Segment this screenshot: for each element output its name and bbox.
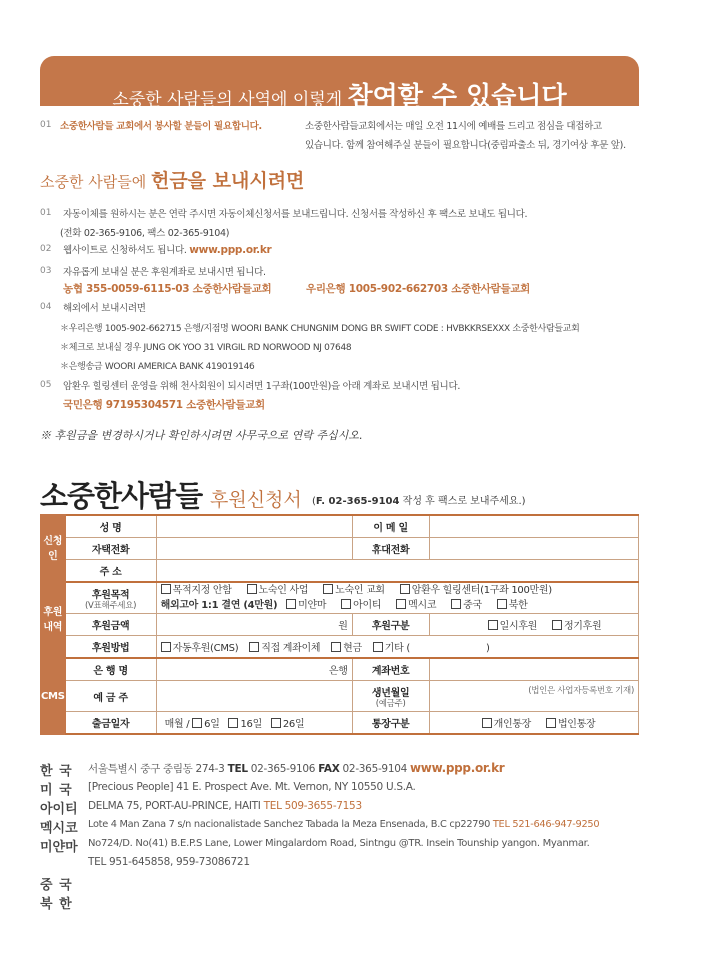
addr-korea-tel: 02-365-9106 (247, 763, 319, 775)
checkbox[interactable] (546, 718, 556, 728)
form-fax (312, 492, 526, 507)
opt-label: 일시후원 (499, 621, 538, 632)
type-options (429, 614, 638, 636)
opt-label: 현금 (343, 643, 362, 654)
step2-label: 웹사이트로 신청하셔도 됩니다. (63, 245, 190, 256)
purpose-orphan: 해외고아 1:1 결연 (4만원) (160, 600, 278, 611)
addr-usa: [Precious People] 41 E. Prospect Ave. Mt. Vernon, NY 10550 U.S.A. (88, 781, 416, 793)
opt-label: 아이티 (353, 600, 382, 611)
banner-title (40, 76, 639, 113)
addr-mexico-tel: TEL 521-646-947-9250 (492, 819, 600, 830)
opt-label: 노숙인 교회 (335, 585, 385, 596)
checkbox[interactable] (331, 642, 341, 652)
addr-mexico-text: Lote 4 Man Zana 7 s/n nacionalistade Sanchez Tabada la Meza Ensenada, B.C cp22790 (88, 819, 493, 830)
step1-sub: (전화 02-365-9106, 팩스 02-365-9104) (60, 228, 230, 239)
step2-num: 02 (40, 244, 52, 254)
checkbox[interactable] (286, 599, 296, 609)
opt-label: 미얀마 (298, 600, 327, 611)
label-withdraw: 출금일자 (65, 712, 156, 735)
input-amount[interactable]: 원 (156, 614, 352, 636)
opt-label: 16일 (240, 719, 262, 730)
step4-text: 해외에서 보내시려면 (63, 303, 146, 314)
opt-label: 노숙인 사업 (258, 585, 309, 596)
label-home-phone: 자택전화 (65, 538, 156, 560)
type-opt-once[interactable] (488, 621, 537, 632)
fax-number: F. 02-365-9104 (315, 496, 400, 507)
addr-korea-text: 서울특별시 중구 중림동 274-3 (88, 763, 228, 775)
opt-label: 6일 (204, 719, 220, 730)
step4-bullet1: ＊우리은행 1005-902-662715 은행/지점명 WOORI BANK CHUNGNIM DONG BR SWIFT CODE : HVBKKRSEXXX 소중한사람들교회 (60, 324, 580, 334)
top-banner (40, 56, 639, 112)
opt-label: 중국 (463, 600, 482, 611)
method-options (156, 636, 638, 659)
withdraw-options (156, 712, 352, 735)
opt-label: 정기후원 (563, 621, 602, 632)
checkbox[interactable] (249, 642, 259, 652)
checkbox[interactable] (161, 584, 171, 594)
step5-text: 암환우 힐링센터 운영을 위해 천사회원이 되시려면 1구좌(100만원)을 아래 계좌로 보내시면 됩니다. (63, 381, 461, 392)
purpose-opt-myanmar[interactable] (286, 600, 326, 611)
label-email: 이 메 일 (352, 515, 429, 538)
step3-num: 03 (40, 266, 52, 276)
checkbox[interactable] (161, 642, 171, 652)
addr-label-myanmar: 미얀마 (40, 840, 78, 855)
label-bank: 은 행 명 (65, 658, 156, 681)
label-name: 성 명 (65, 515, 156, 538)
input-bank[interactable]: 은행 (156, 658, 352, 681)
step3-acct1: 농협 355-0059-6115-03 소중한사람들교회 (63, 283, 272, 295)
banner-big: 참여할 수 있습니다 (347, 82, 567, 112)
acct-type-personal[interactable] (482, 719, 531, 730)
step2-text (63, 242, 271, 256)
opt-label: 암환우 힐링센터(1구좌 100만원) (411, 585, 552, 596)
input-account[interactable] (429, 658, 638, 681)
purpose-opt-4[interactable] (400, 585, 552, 596)
checkbox[interactable] (497, 599, 507, 609)
label-method: 후원방법 (65, 636, 156, 659)
section-applicant: 신청인 (41, 515, 66, 582)
section-cms: CMS (41, 658, 66, 734)
step5-acct: 국민은행 97195304571 소중한사람들교회 (63, 399, 265, 411)
step1-text: 자동이체를 원하시는 분은 연락 주시면 자동이체신청서를 보내드립니다. 신청서를 작성하신 후 팩스로 보내도 됩니다. (63, 209, 528, 220)
fax-suffix: 작성 후 팩스로 보내주세요.) (399, 496, 526, 507)
addr-korea-tel-label: TEL (227, 763, 248, 775)
serve-title: 소중한사람들 교회에서 봉사할 분들이 필요합니다. (60, 121, 262, 132)
section-support: 후원내역 (41, 582, 66, 658)
method-opt-cms[interactable] (161, 643, 239, 654)
checkbox[interactable] (552, 620, 562, 630)
label-holder: 예 금 주 (65, 681, 156, 712)
label-purpose (65, 582, 156, 614)
step5-num: 05 (40, 380, 52, 390)
label-account: 계좌번호 (352, 658, 429, 681)
opt-label: 기타 ( (384, 643, 410, 654)
purpose-row1 (161, 583, 634, 598)
application-form (40, 514, 639, 735)
withdraw-opt-16[interactable] (228, 719, 262, 730)
input-name[interactable] (156, 515, 352, 538)
acct-type-options (429, 712, 638, 735)
addr-label-nk: 북 한 (40, 897, 73, 912)
opt-label: 자동후원(CMS) (172, 643, 239, 654)
step2-url[interactable]: www.ppp.or.kr (189, 244, 272, 256)
input-birth[interactable]: (법인은 사업자등록번호 기재) (429, 681, 638, 712)
fax-prefix: ( (312, 496, 316, 507)
purpose-opt-2[interactable] (247, 585, 309, 596)
addr-korea-url[interactable]: www.ppp.or.kr (410, 761, 505, 775)
addr-korea-fax-label: FAX (318, 763, 340, 775)
method-opt-cash[interactable] (331, 643, 362, 654)
checkbox[interactable] (247, 584, 257, 594)
change-note: ※ 후원금을 변경하시거나 확인하시려면 사무국으로 연락 주십시오. (40, 429, 363, 442)
addr-haiti (88, 800, 362, 812)
opt-label: 북한 (508, 600, 528, 611)
withdraw-opt-6[interactable] (192, 719, 219, 730)
purpose-note: (V표해주세요) (85, 600, 137, 611)
step4-num: 04 (40, 302, 52, 312)
purpose-opt-mexico[interactable] (396, 600, 436, 611)
purpose-opt-haiti[interactable] (341, 600, 381, 611)
label-mobile: 휴대전화 (352, 538, 429, 560)
banner-small: 소중한 사람들의 사역에 이렇게 (112, 90, 348, 110)
serve-num: 01 (40, 120, 52, 130)
step1-num: 01 (40, 208, 52, 218)
addr-haiti-tel: TEL 509-3655-7153 (263, 800, 362, 812)
birth-note: (예금주) (375, 698, 406, 709)
purpose-opt-nk[interactable] (497, 600, 528, 611)
purpose-options (156, 582, 638, 614)
method-opt-other[interactable] (373, 643, 410, 654)
purpose-row2 (161, 598, 634, 613)
label-type: 후원구분 (352, 614, 429, 636)
opt-label: 개인통장 (493, 719, 532, 730)
step4-bullet3: ＊은행송금 WOORI AMERICA BANK 419019146 (60, 362, 255, 372)
serve-line2: 있습니다. 함께 참여해주실 분들이 필요합니다(중림파출소 뒤, 경기여상 후문 앞). (305, 140, 626, 151)
checkbox[interactable] (400, 584, 410, 594)
type-opt-regular[interactable] (552, 621, 601, 632)
label-acct-type: 통장구분 (352, 712, 429, 735)
checkbox[interactable] (451, 599, 461, 609)
checkbox[interactable] (488, 620, 498, 630)
donate-heading (40, 166, 304, 193)
step3-acct2: 우리은행 1005-902-662703 소중한사람들교회 (306, 283, 531, 295)
addr-label-korea: 한 국 (40, 764, 73, 779)
addr-korea-fax: 02-365-9104 (339, 763, 410, 775)
withdraw-opt-26[interactable] (271, 719, 305, 730)
checkbox[interactable] (323, 584, 333, 594)
opt-label: 멕시코 (408, 600, 437, 611)
addr-korea (88, 761, 504, 776)
label-amount: 후원금액 (65, 614, 156, 636)
addr-myanmar: No724/D. No(41) B.E.P.S Lane, Lower Mingalardom Road, Sintngu @TR. Insein Tounship yangon. Myanmar. (88, 838, 590, 849)
method-opt-transfer[interactable] (249, 643, 320, 654)
step3-text: 자유롭게 보내실 분은 후원계좌로 보내시면 됩니다. (63, 267, 266, 278)
label-address: 주 소 (65, 560, 156, 583)
withdraw-prefix: 매월 / (164, 719, 190, 730)
method-close: ) (485, 643, 490, 654)
purpose-title: 후원목적 (91, 589, 130, 601)
opt-label: 직접 계좌이체 (261, 643, 321, 654)
purpose-opt-china[interactable] (451, 600, 482, 611)
checkbox[interactable] (192, 718, 202, 728)
donate-heading-big: 헌금을 보내시려면 (150, 170, 305, 192)
checkbox[interactable] (396, 599, 406, 609)
purpose-opt-1[interactable] (161, 585, 232, 596)
addr-label-mexico: 멕시코 (40, 821, 78, 836)
input-holder[interactable] (156, 681, 352, 712)
addr-mexico (88, 819, 599, 830)
input-address[interactable] (156, 560, 638, 583)
checkbox[interactable] (341, 599, 351, 609)
addr-label-china: 중 국 (40, 878, 73, 893)
addr-myanmar-tel: TEL 951-645858, 959-73086721 (88, 856, 250, 868)
input-mobile[interactable] (429, 538, 638, 560)
donate-heading-small: 소중한 사람들에 (40, 173, 151, 191)
step4-bullet2: ＊체크로 보내실 경우 JUNG OK YOO 31 VIRGIL RD NORWOOD NJ 07648 (60, 343, 352, 353)
checkbox[interactable] (482, 718, 492, 728)
checkbox[interactable] (228, 718, 238, 728)
form-title: 소중한사람들 (40, 479, 203, 513)
serve-line1: 소중한사람들교회에서는 매일 오전 11시에 예배를 드리고 점심을 대접하고 (305, 121, 602, 132)
form-subtitle: 후원신청서 (210, 489, 302, 511)
addr-label-haiti: 아이티 (40, 802, 78, 817)
addr-haiti-text: DELMA 75, PORT-AU-PRINCE, HAITI (88, 800, 264, 812)
birth-title: 생년월일 (371, 687, 410, 699)
opt-label: 목적지정 안함 (172, 585, 232, 596)
opt-label: 26일 (282, 719, 305, 730)
checkbox[interactable] (271, 718, 281, 728)
opt-label: 법인통장 (557, 719, 596, 730)
acct-type-corporate[interactable] (546, 719, 595, 730)
label-birth (352, 681, 429, 712)
input-home-phone[interactable] (156, 538, 352, 560)
addr-label-usa: 미 국 (40, 783, 73, 798)
input-email[interactable] (429, 515, 638, 538)
purpose-opt-3[interactable] (323, 585, 385, 596)
checkbox[interactable] (373, 642, 383, 652)
